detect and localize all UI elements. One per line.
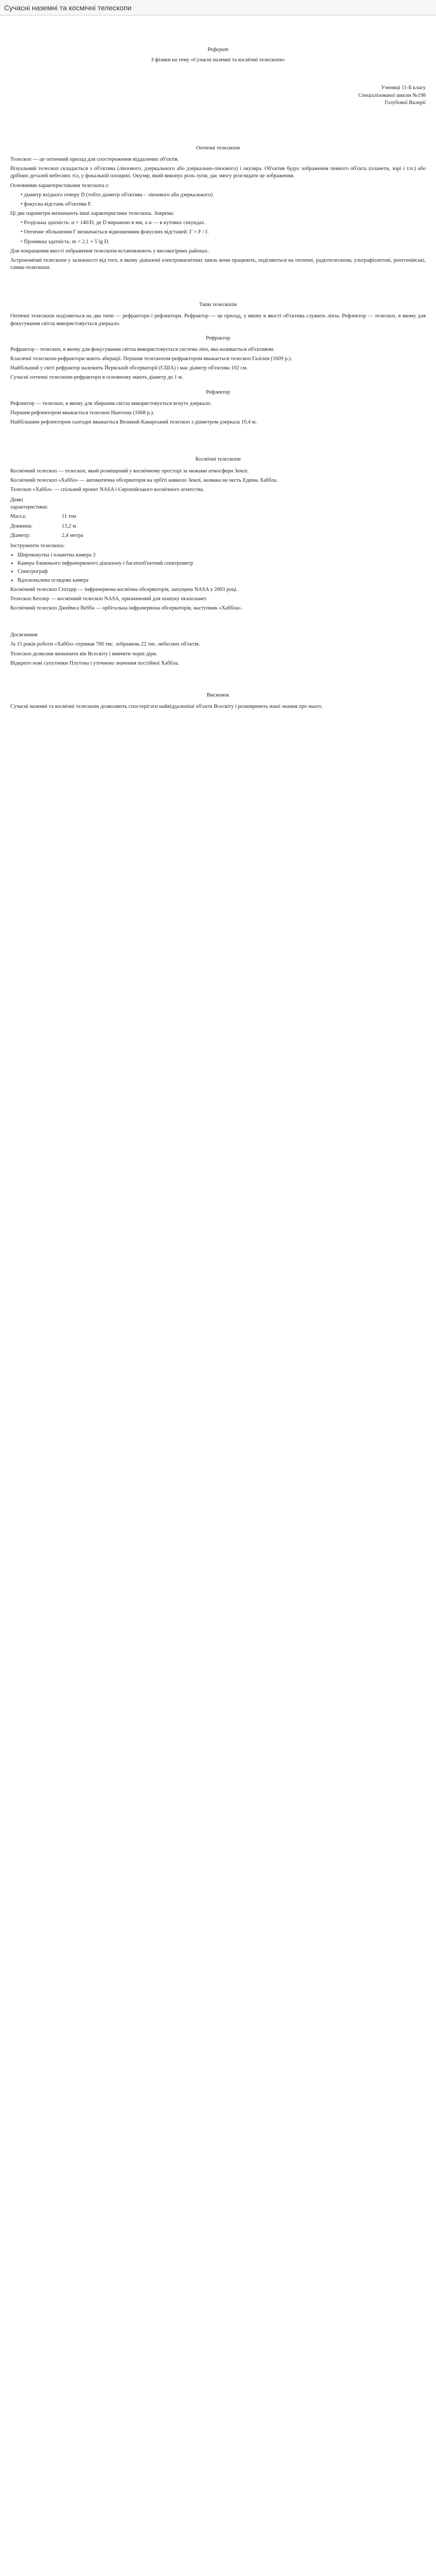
doc-subtitle: З фізики на тему «Сучасні наземні та космічні телескопи» — [151, 57, 285, 63]
paragraph: Космічний телескоп «Хаббл» — автоматична обсерваторія на орбіті навколо Землі, названа на честь Едвіна Хаббла. — [10, 477, 278, 483]
section-title: Рефрактор — [205, 335, 231, 341]
instrument-list — [10, 552, 426, 584]
achievements-title: Досягнення — [10, 632, 38, 638]
paragraph: Найбільший у світі рефрактор належить Йеркській обсерваторії (США) і має діаметр об'єктива 102 см. — [10, 365, 248, 371]
list-item: • Вдосконалена оглядова камера — [18, 577, 426, 584]
spec-value: 13,2 м — [62, 523, 76, 529]
paragraph: Рефлектор — телескоп, в якому для збирання світла використовується вгнуте дзеркало. — [10, 400, 212, 406]
spec-value — [62, 497, 426, 511]
spec-label: Діаметр: — [10, 532, 30, 538]
section-title: Типи телескопів — [199, 302, 237, 308]
paragraph: Сучасні оптичні телескопи-рефрактори в основному мають діаметр до 1 м. — [10, 375, 183, 381]
section-title: Рефлектор — [206, 389, 230, 395]
author-school: Спеціалізованої школи №198 — [358, 92, 426, 98]
instruments-title: Інструменти телескопа: — [10, 543, 65, 549]
spec-label: Довжина: — [10, 523, 33, 529]
paragraph: Телескоп «Хаббл» — спільний проект NASA і Європейського космічного агентства. — [10, 486, 204, 493]
paragraph: • діаметр вхідного отвору D (тобто діаметр об'єктива – лінзового або дзеркального) — [21, 192, 213, 198]
paragraph: Рефрактор – телескоп, в якому для фокусування світла використовується система лінз, яка називається об'єктивом. — [10, 346, 275, 352]
hubble-specs — [10, 497, 426, 539]
paragraph: За 15 років роботи «Хаббл» отримав 700 тис. зображень 22 тис. небесних об'єктів. — [10, 641, 200, 648]
paragraph: Найбільшим рефлектором сьогодні вважається Великий Канарський телескоп з діаметром дзеркала 10,4 м. — [10, 419, 257, 426]
paragraph: Космічний телескоп Спітцер — інфрачервона космічна обсерваторія, запущена NASA у 2003 році. — [10, 586, 238, 592]
spec-label: Деякі характеристики: — [10, 497, 48, 511]
document-body — [0, 15, 436, 710]
paragraph: Телескоп — це оптичний прилад для спостереження віддалених об'єктів. — [10, 157, 179, 163]
paragraph: Першим рефлектором вважається телескоп Ньютона (1668 р.). — [10, 410, 154, 416]
paragraph: • Проникна здатність: m = 2,1 + 5 lg D. — [21, 239, 110, 245]
author-class: Учениці 11-Б класу — [381, 85, 426, 91]
list-item: • Камера ближнього інфрачервоного діапазону і багатооб'єктний спектрометр — [18, 560, 426, 567]
paragraph: Оптичні телескопи поділяються на два типи — рефрактори і рефлектори. Рефрактор — це прилад, у якому в якості об'єктива служить лінза. Рефлектор — телескоп, в якому для фокусування світла використовується дзеркало. — [10, 313, 426, 327]
spec-label: Масса: — [10, 514, 27, 520]
spec-value: 2,4 метра — [62, 532, 83, 538]
paragraph: Основними характеристиками телескопа є: — [10, 182, 110, 189]
window-title: Сучасні наземні та космічні телескопи — [4, 3, 132, 12]
paragraph: Космічний телескоп — телескоп, який розміщений у космічному просторі за межами атмосфери Землі. — [10, 468, 249, 474]
spec-value: 11 тон — [62, 514, 77, 520]
paragraph: Відкрито нові супутники Плутона і уточнено значення постійної Хаббла. — [10, 660, 179, 666]
list-item: • Ширококутна і планетна камера 2 — [18, 552, 426, 559]
paragraph: Візуальний телескоп складається з об'єктива (лінзового, дзеркального або дзеркально-лінзового) і окуляра. Об'єктив будує зображення певного об'єкта (планети, зорі і т.п.) або дрібних деталей небесних тіл, у фокальній площині. Окуляр, який виконує роль лупи, дає змогу розглядати це зображення. — [10, 166, 426, 179]
paragraph: Телескоп Кеплер — космічний телескоп NASA, призначений для пошуку екзопланет. — [10, 596, 207, 602]
paragraph: • Роздільна здатність: α = 140/D, де D виражено в мм, а α — в кутових секундах. — [21, 220, 206, 226]
paragraph: Телескоп дозволив визначити вік Всесвіту і вивчити чорні діри. — [10, 651, 158, 657]
paragraph: • фокусна відстань об'єктива F. — [21, 201, 92, 207]
section-title: Космічні телескопи — [195, 456, 241, 463]
title-bar — [0, 0, 436, 15]
paragraph: • Оптичне збільшення Г визначається відношенням фокусних відстаней: Г = F / f. — [21, 229, 209, 235]
paragraph: Для покращення якості зображення телескопи встановлюють у високогірних районах. — [10, 248, 209, 254]
section-title: Оптичні телескопи — [196, 145, 240, 151]
paragraph: Космічний телескоп Джеймса Вебба — орбітальна інфрачервона обсерваторія, наступник «Хаббла». — [10, 605, 242, 612]
paragraph: Класичні телескопи-рефрактори мають аберації. Першим телескопом-рефрактором вважається телескоп Галілея (1609 р.). — [10, 356, 292, 362]
author-name: Голубової Валерії — [385, 99, 426, 106]
doc-label: Реферат — [207, 47, 229, 53]
paragraph: Астрономічні телескопи у залежності від того, в якому діапазоні електромагнітних хвиль вони працюють, поділяються на оптичні, радіотелескопи, ультрафіолетові, рентгенівські, гамма-телескопи. — [10, 257, 426, 271]
list-item: • Спектрограф — [18, 568, 426, 575]
section-title: Висновок — [206, 692, 230, 698]
paragraph: Ці два параметри визначають інші характеристики телескопа. Зокрема: — [10, 211, 175, 217]
author-block — [10, 84, 426, 107]
paragraph: Сучасні наземні та космічні телескопи дозволяють спостерігати найвіддаленіші об'єкти Всесвіту і розширюють наші знання про нього. — [10, 704, 323, 710]
